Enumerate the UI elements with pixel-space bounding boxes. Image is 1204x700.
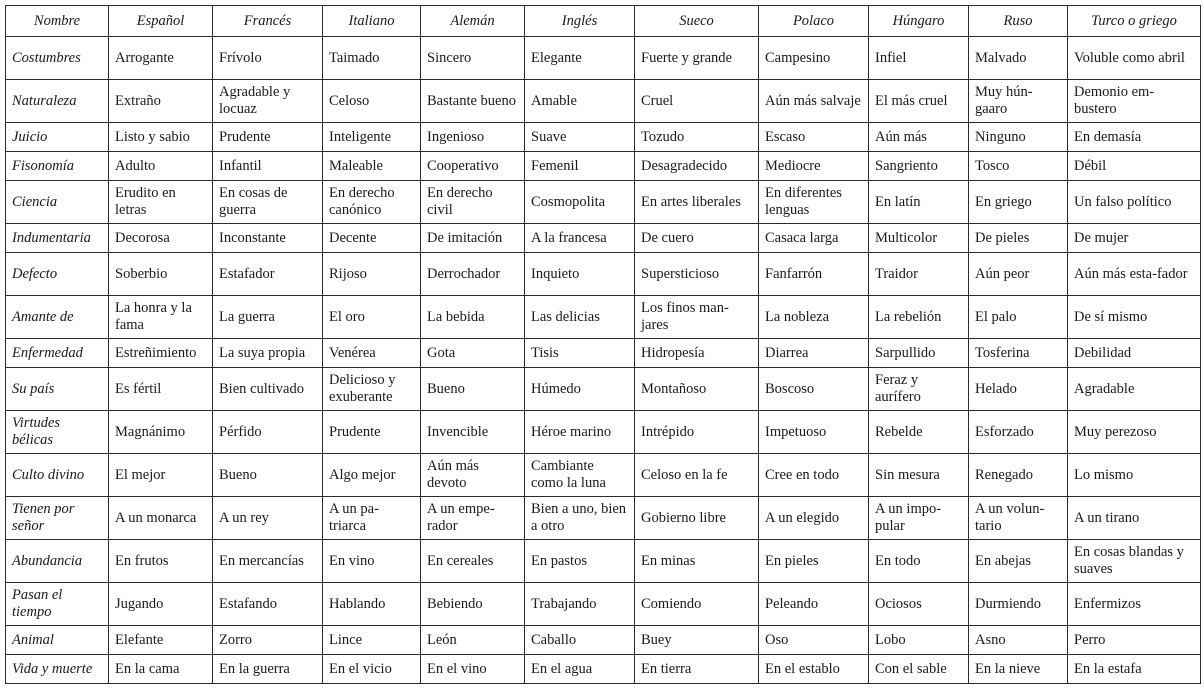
table-cell: Sin mesura: [869, 454, 969, 497]
table-cell: Húmedo: [525, 368, 635, 411]
table-cell: Frívolo: [213, 37, 323, 80]
table-cell: Cree en todo: [759, 454, 869, 497]
table-cell: Hablando: [323, 583, 421, 626]
table-cell: Maleable: [323, 152, 421, 181]
table-cell: Hidropesía: [635, 339, 759, 368]
table-row: [6, 152, 1201, 181]
table-cell: De sí mismo: [1068, 296, 1201, 339]
row-header-virtudes-belicas: Virtudes bélicas: [6, 411, 109, 454]
row-header-abundancia: Abundancia: [6, 540, 109, 583]
table-cell: En mercancías: [213, 540, 323, 583]
row-header-animal: Animal: [6, 626, 109, 655]
table-cell: Es fértil: [109, 368, 213, 411]
table-cell: León: [421, 626, 525, 655]
table-cell: Sangriento: [869, 152, 969, 181]
table-cell: Decente: [323, 224, 421, 253]
row-header-culto-divino: Culto divino: [6, 454, 109, 497]
table-cell: Gobierno libre: [635, 497, 759, 540]
table-cell: Decorosa: [109, 224, 213, 253]
table-cell: Infiel: [869, 37, 969, 80]
table-cell: Estafando: [213, 583, 323, 626]
table-cell: A un impo-pular: [869, 497, 969, 540]
table-cell: Inquieto: [525, 253, 635, 296]
table-cell: A la francesa: [525, 224, 635, 253]
table-cell: Celoso: [323, 80, 421, 123]
table-cell: Sarpullido: [869, 339, 969, 368]
table-cell: Montañoso: [635, 368, 759, 411]
table-cell: En la cama: [109, 655, 213, 684]
table-cell: Un falso político: [1068, 181, 1201, 224]
table-cell: De imitación: [421, 224, 525, 253]
table-cell: Gota: [421, 339, 525, 368]
column-header-aleman: Alemán: [421, 6, 525, 37]
table-cell: Fanfarrón: [759, 253, 869, 296]
row-header-juicio: Juicio: [6, 123, 109, 152]
table-cell: Infantil: [213, 152, 323, 181]
table-cell: Bien cultivado: [213, 368, 323, 411]
table-cell: Impetuoso: [759, 411, 869, 454]
row-header-enfermedad: Enfermedad: [6, 339, 109, 368]
table-cell: A un rey: [213, 497, 323, 540]
table-row: [6, 181, 1201, 224]
table-cell: Tozudo: [635, 123, 759, 152]
table-row: [6, 296, 1201, 339]
table-cell: En derecho civil: [421, 181, 525, 224]
table-cell: Adulto: [109, 152, 213, 181]
table-cell: El oro: [323, 296, 421, 339]
table-cell: En tierra: [635, 655, 759, 684]
table-cell: Magnánimo: [109, 411, 213, 454]
table-cell: La bebida: [421, 296, 525, 339]
table-row: [6, 655, 1201, 684]
row-header-tienen-por-senor: Tienen por señor: [6, 497, 109, 540]
row-header-defecto: Defecto: [6, 253, 109, 296]
table-cell: Aún peor: [969, 253, 1068, 296]
table-cell: Soberbio: [109, 253, 213, 296]
table-row: [6, 411, 1201, 454]
table-cell: Prudente: [323, 411, 421, 454]
table-cell: Campesino: [759, 37, 869, 80]
table-cell: De mujer: [1068, 224, 1201, 253]
table-cell: En el vino: [421, 655, 525, 684]
table-cell: Desagradecido: [635, 152, 759, 181]
table-cell: Taimado: [323, 37, 421, 80]
table-cell: Tosferina: [969, 339, 1068, 368]
table-cell: Con el sable: [869, 655, 969, 684]
table-cell: Héroe marino: [525, 411, 635, 454]
table-cell: Oso: [759, 626, 869, 655]
table-cell: Ingenioso: [421, 123, 525, 152]
table-cell: En la guerra: [213, 655, 323, 684]
row-header-naturaleza: Naturaleza: [6, 80, 109, 123]
table-cell: Venérea: [323, 339, 421, 368]
table-cell: Tosco: [969, 152, 1068, 181]
table-cell: Buey: [635, 626, 759, 655]
table-cell: Aún más salvaje: [759, 80, 869, 123]
table-row: [6, 123, 1201, 152]
table-cell: En artes liberales: [635, 181, 759, 224]
table-cell: Arrogante: [109, 37, 213, 80]
table-cell: Celoso en la fe: [635, 454, 759, 497]
row-header-su-pais: Su país: [6, 368, 109, 411]
table-cell: A un monarca: [109, 497, 213, 540]
table-cell: En derecho canónico: [323, 181, 421, 224]
table-cell: Multicolor: [869, 224, 969, 253]
table-cell: Estafador: [213, 253, 323, 296]
table-cell: En cosas de guerra: [213, 181, 323, 224]
table-cell: A un pa-triarca: [323, 497, 421, 540]
table-body: [6, 37, 1201, 684]
table-cell: Voluble como abril: [1068, 37, 1201, 80]
table-cell: En latín: [869, 181, 969, 224]
table-cell: Asno: [969, 626, 1068, 655]
table-cell: Las delicias: [525, 296, 635, 339]
table-cell: El mejor: [109, 454, 213, 497]
column-header-nombre: Nombre: [6, 6, 109, 37]
table-cell: Cosmopolita: [525, 181, 635, 224]
table-cell: En todo: [869, 540, 969, 583]
nations-comparison-table: [5, 5, 1201, 684]
table-cell: Amable: [525, 80, 635, 123]
document-page: [5, 5, 1200, 694]
table-cell: Algo mejor: [323, 454, 421, 497]
table-cell: En la nieve: [969, 655, 1068, 684]
table-cell: Supersticioso: [635, 253, 759, 296]
table-cell: En cereales: [421, 540, 525, 583]
column-header-ruso: Ruso: [969, 6, 1068, 37]
table-cell: Prudente: [213, 123, 323, 152]
table-cell: La nobleza: [759, 296, 869, 339]
column-header-polaco: Polaco: [759, 6, 869, 37]
table-cell: Extraño: [109, 80, 213, 123]
table-cell: Derrochador: [421, 253, 525, 296]
table-cell: Débil: [1068, 152, 1201, 181]
table-cell: En cosas blandas y suaves: [1068, 540, 1201, 583]
table-cell: La suya propia: [213, 339, 323, 368]
table-cell: Pérfido: [213, 411, 323, 454]
table-cell: A un elegido: [759, 497, 869, 540]
table-cell: Sincero: [421, 37, 525, 80]
table-cell: Bastante bueno: [421, 80, 525, 123]
table-cell: La guerra: [213, 296, 323, 339]
table-cell: La honra y la fama: [109, 296, 213, 339]
column-header-frances: Francés: [213, 6, 323, 37]
table-row: [6, 626, 1201, 655]
table-cell: Bueno: [213, 454, 323, 497]
table-cell: Trabajando: [525, 583, 635, 626]
table-cell: Ninguno: [969, 123, 1068, 152]
table-cell: Peleando: [759, 583, 869, 626]
table-cell: Ociosos: [869, 583, 969, 626]
column-header-italiano: Italiano: [323, 6, 421, 37]
table-cell: Jugando: [109, 583, 213, 626]
table-cell: Erudito en letras: [109, 181, 213, 224]
table-cell: Durmiendo: [969, 583, 1068, 626]
table-cell: De cuero: [635, 224, 759, 253]
table-cell: Lobo: [869, 626, 969, 655]
table-cell: A un empe-rador: [421, 497, 525, 540]
table-cell: Perro: [1068, 626, 1201, 655]
table-cell: Tisis: [525, 339, 635, 368]
table-cell: Diarrea: [759, 339, 869, 368]
table-cell: En abejas: [969, 540, 1068, 583]
table-cell: Lince: [323, 626, 421, 655]
table-cell: Traidor: [869, 253, 969, 296]
table-cell: El palo: [969, 296, 1068, 339]
table-cell: Fuerte y grande: [635, 37, 759, 80]
table-cell: Renegado: [969, 454, 1068, 497]
table-row: [6, 80, 1201, 123]
table-cell: Esforzado: [969, 411, 1068, 454]
table-cell: Bueno: [421, 368, 525, 411]
table-cell: Estreñimiento: [109, 339, 213, 368]
table-cell: En la estafa: [1068, 655, 1201, 684]
table-cell: Elegante: [525, 37, 635, 80]
table-cell: Listo y sabio: [109, 123, 213, 152]
table-cell: En el agua: [525, 655, 635, 684]
table-cell: De pieles: [969, 224, 1068, 253]
table-cell: Elefante: [109, 626, 213, 655]
row-header-fisonomia: Fisonomía: [6, 152, 109, 181]
column-header-turco-o-griego: Turco o griego: [1068, 6, 1201, 37]
table-cell: Demonio em-bustero: [1068, 80, 1201, 123]
table-row: [6, 368, 1201, 411]
table-cell: En griego: [969, 181, 1068, 224]
table-cell: Boscoso: [759, 368, 869, 411]
table-cell: En el establo: [759, 655, 869, 684]
table-cell: Cambiante como la luna: [525, 454, 635, 497]
table-cell: Bien a uno, bien a otro: [525, 497, 635, 540]
table-cell: Rebelde: [869, 411, 969, 454]
table-cell: Malvado: [969, 37, 1068, 80]
column-header-ingles: Inglés: [525, 6, 635, 37]
table-cell: Delicioso y exuberante: [323, 368, 421, 411]
table-cell: La rebelión: [869, 296, 969, 339]
table-cell: En pastos: [525, 540, 635, 583]
table-cell: Intrépido: [635, 411, 759, 454]
table-cell: El más cruel: [869, 80, 969, 123]
row-header-amante-de: Amante de: [6, 296, 109, 339]
table-cell: Helado: [969, 368, 1068, 411]
table-cell: Cruel: [635, 80, 759, 123]
column-header-espanol: Español: [109, 6, 213, 37]
table-row: [6, 224, 1201, 253]
table-cell: Inteligente: [323, 123, 421, 152]
table-cell: Cooperativo: [421, 152, 525, 181]
table-cell: A un tirano: [1068, 497, 1201, 540]
table-cell: Suave: [525, 123, 635, 152]
table-row: [6, 339, 1201, 368]
table-cell: Muy perezoso: [1068, 411, 1201, 454]
row-header-vida-y-muerte: Vida y muerte: [6, 655, 109, 684]
column-header-hungaro: Húngaro: [869, 6, 969, 37]
table-cell: A un volun-tario: [969, 497, 1068, 540]
table-cell: Femenil: [525, 152, 635, 181]
table-cell: Enfermizos: [1068, 583, 1201, 626]
table-row: [6, 583, 1201, 626]
table-cell: Bebiendo: [421, 583, 525, 626]
table-cell: Aún más devoto: [421, 454, 525, 497]
table-cell: En diferentes lenguas: [759, 181, 869, 224]
table-cell: Muy hún-gaaro: [969, 80, 1068, 123]
table-cell: En demasía: [1068, 123, 1201, 152]
table-cell: Feraz y aurífero: [869, 368, 969, 411]
table-cell: En pieles: [759, 540, 869, 583]
table-cell: Escaso: [759, 123, 869, 152]
table-cell: Agradable: [1068, 368, 1201, 411]
table-cell: Rijoso: [323, 253, 421, 296]
table-cell: Caballo: [525, 626, 635, 655]
table-cell: Agradable y locuaz: [213, 80, 323, 123]
table-cell: Aún más: [869, 123, 969, 152]
table-header-row: [6, 6, 1201, 37]
table-cell: En frutos: [109, 540, 213, 583]
table-cell: Invencible: [421, 411, 525, 454]
table-cell: Debilidad: [1068, 339, 1201, 368]
table-row: [6, 253, 1201, 296]
table-cell: Lo mismo: [1068, 454, 1201, 497]
table-cell: Los finos man-jares: [635, 296, 759, 339]
table-cell: Zorro: [213, 626, 323, 655]
row-header-ciencia: Ciencia: [6, 181, 109, 224]
table-cell: Comiendo: [635, 583, 759, 626]
table-row: [6, 497, 1201, 540]
column-header-sueco: Sueco: [635, 6, 759, 37]
row-header-pasan-el-tiempo: Pasan el tiempo: [6, 583, 109, 626]
table-cell: Casaca larga: [759, 224, 869, 253]
table-row: [6, 454, 1201, 497]
table-cell: En vino: [323, 540, 421, 583]
table-cell: Mediocre: [759, 152, 869, 181]
table-cell: En el vicio: [323, 655, 421, 684]
row-header-indumentaria: Indumentaria: [6, 224, 109, 253]
table-cell: Inconstante: [213, 224, 323, 253]
table-row: [6, 37, 1201, 80]
row-header-costumbres: Costumbres: [6, 37, 109, 80]
table-cell: Aún más esta-fador: [1068, 253, 1201, 296]
table-row: [6, 540, 1201, 583]
table-cell: En minas: [635, 540, 759, 583]
